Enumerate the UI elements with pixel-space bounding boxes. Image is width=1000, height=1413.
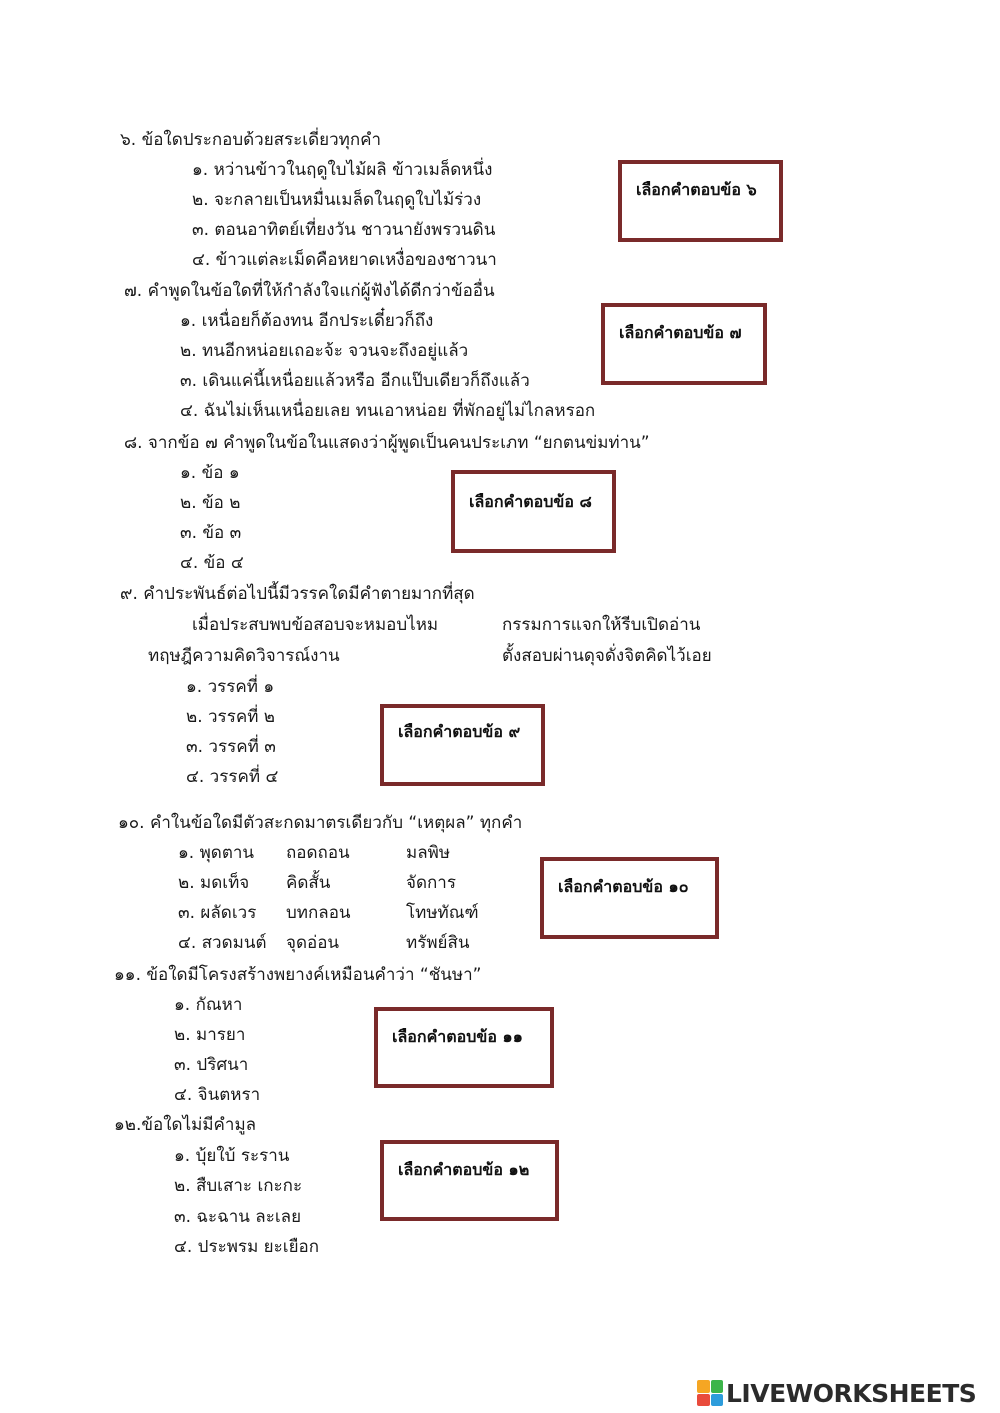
- q6-answer-label: เลือกคำตอบข้อ ๖: [636, 180, 757, 199]
- q10-option-4-c: ทรัพย์สิน: [406, 933, 470, 953]
- q12-option-3: ๓. ฉะฉาน ละเลย: [174, 1207, 302, 1227]
- q9-poem-line-1: เมื่อประสบพบข้อสอบจะหมอบไหม: [192, 615, 439, 635]
- q12-option-4: ๔. ประพรม ยะเยือก: [174, 1237, 320, 1257]
- q9-option-1: ๑. วรรคที่ ๑: [186, 677, 275, 697]
- q8-option-4: ๔. ข้อ ๔: [180, 553, 244, 573]
- q10-option-2-c: จัดการ: [406, 873, 456, 893]
- q7-option-4: ๔. ฉันไม่เห็นเหนื่อยเลย ทนเอาหน่อย ที่พักอยู่ไม่ไกลหรอก: [180, 401, 596, 421]
- q6-question: ๖. ข้อใดประกอบด้วยสระเดี่ยวทุกคำ: [120, 130, 382, 150]
- q6-option-3: ๓. ตอนอาทิตย์เที่ยงวัน ชาวนายังพรวนดิน: [192, 220, 496, 240]
- q10-question: ๑๐. คำในข้อใดมีตัวสะกดมาตรเดียวกับ “เหตุผล” ทุกคำ: [118, 813, 523, 833]
- q11-option-1: ๑. กัณหา: [174, 995, 243, 1015]
- q10-option-3-c: โทษทัณฑ์: [406, 903, 479, 923]
- q10-option-2-a: ๒. มดเท็จ: [178, 873, 250, 893]
- q10-option-3-a: ๓. ผลัดเวร: [178, 903, 257, 923]
- q11-option-4: ๔. จินตหรา: [174, 1085, 261, 1105]
- q10-answer-label: เลือกคำตอบข้อ ๑๐: [558, 877, 689, 896]
- q6-option-1: ๑. หว่านข้าวในฤดูใบไม้ผลิ ข้าวเมล็ดหนึ่ง: [192, 160, 493, 180]
- q7-option-2: ๒. ทนอีกหน่อยเถอะจ้ะ จวนจะถึงอยู่แล้ว: [180, 341, 469, 361]
- q10-option-3-b: บทกลอน: [286, 903, 351, 923]
- q11-question: ๑๑. ข้อใดมีโครงสร้างพยางค์เหมือนคำว่า “ชันษา”: [114, 965, 482, 985]
- q10-option-1-b: ถอดถอน: [286, 843, 350, 863]
- q10-option-1-a: ๑. พุดตาน: [178, 843, 255, 863]
- q10-option-2-b: คิดสั้น: [286, 873, 331, 893]
- q7-question: ๗. คำพูดในข้อใดที่ให้กำลังใจแก่ผู้ฟังได้ดีกว่าข้ออื่น: [124, 281, 495, 301]
- q12-option-1: ๑. บุ้ยใบ้ ระราน: [174, 1146, 290, 1166]
- q9-poem-line-4: ตั้งสอบผ่านดุจดั่งจิตคิดไว้เอย: [502, 646, 712, 666]
- q7-answer-label: เลือกคำตอบข้อ ๗: [619, 323, 742, 342]
- q9-answer-dropdown[interactable]: [380, 704, 545, 786]
- q11-option-2: ๒. มารยา: [174, 1025, 246, 1045]
- q12-answer-label: เลือกคำตอบข้อ ๑๒: [398, 1160, 530, 1179]
- q12-question: ๑๒.ข้อใดไม่มีคำมูล: [114, 1115, 257, 1135]
- q9-poem-line-2: กรรมการแจกให้รีบเปิดอ่าน: [502, 615, 701, 635]
- q12-answer-dropdown[interactable]: [380, 1140, 559, 1221]
- q9-option-2: ๒. วรรคที่ ๒: [186, 707, 276, 727]
- q9-answer-label: เลือกคำตอบข้อ ๙: [398, 722, 521, 741]
- q9-option-3: ๓. วรรคที่ ๓: [186, 737, 276, 757]
- q6-option-4: ๔. ข้าวแต่ละเม็ดคือหยาดเหงื่อของชาวนา: [192, 250, 497, 270]
- q11-answer-dropdown[interactable]: [374, 1007, 554, 1088]
- q10-option-1-c: มลพิษ: [406, 843, 451, 863]
- q10-option-4-b: จุดอ่อน: [286, 933, 340, 953]
- q6-answer-dropdown[interactable]: [618, 160, 783, 242]
- q7-option-3: ๓. เดินแค่นี้เหนื่อยแล้วหรือ อีกแป๊บเดียวก็ถึงแล้ว: [180, 371, 530, 391]
- q8-option-1: ๑. ข้อ ๑: [180, 463, 240, 483]
- q8-question: ๘. จากข้อ ๗ คำพูดในข้อในแสดงว่าผู้พูดเป็นคนประเภท “ยกตนข่มท่าน”: [124, 433, 650, 453]
- q9-option-4: ๔. วรรคที่ ๔: [186, 767, 279, 787]
- q7-option-1: ๑. เหนื่อยก็ต้องทน อีกประเดี๋ยวก็ถึง: [180, 311, 434, 331]
- q11-answer-label: เลือกคำตอบข้อ ๑๑: [392, 1027, 523, 1046]
- q11-option-3: ๓. ปริศนา: [174, 1055, 249, 1075]
- liveworksheets-icon: [697, 1380, 723, 1406]
- q8-option-3: ๓. ข้อ ๓: [180, 523, 242, 543]
- q12-option-2: ๒. สืบเสาะ เกะกะ: [174, 1176, 303, 1196]
- q8-option-2: ๒. ข้อ ๒: [180, 493, 241, 513]
- q10-answer-dropdown[interactable]: [540, 857, 719, 939]
- q6-option-2: ๒. จะกลายเป็นหมื่นเมล็ดในฤดูใบไม้ร่วง: [192, 190, 482, 210]
- q8-answer-dropdown[interactable]: [451, 470, 616, 553]
- q10-option-4-a: ๔. สวดมนต์: [178, 933, 267, 953]
- q9-question: ๙. คำประพันธ์ต่อไปนี้มีวรรคใดมีคำตายมากที่สุด: [120, 584, 475, 604]
- liveworksheets-logo: [697, 1378, 976, 1408]
- q7-answer-dropdown[interactable]: [601, 303, 767, 385]
- q8-answer-label: เลือกคำตอบข้อ ๘: [469, 492, 592, 511]
- brand-text: LIVEWORKSHEETS: [726, 1378, 977, 1408]
- q9-poem-line-3: ทฤษฎีความคิดวิจารณ์งาน: [148, 646, 340, 666]
